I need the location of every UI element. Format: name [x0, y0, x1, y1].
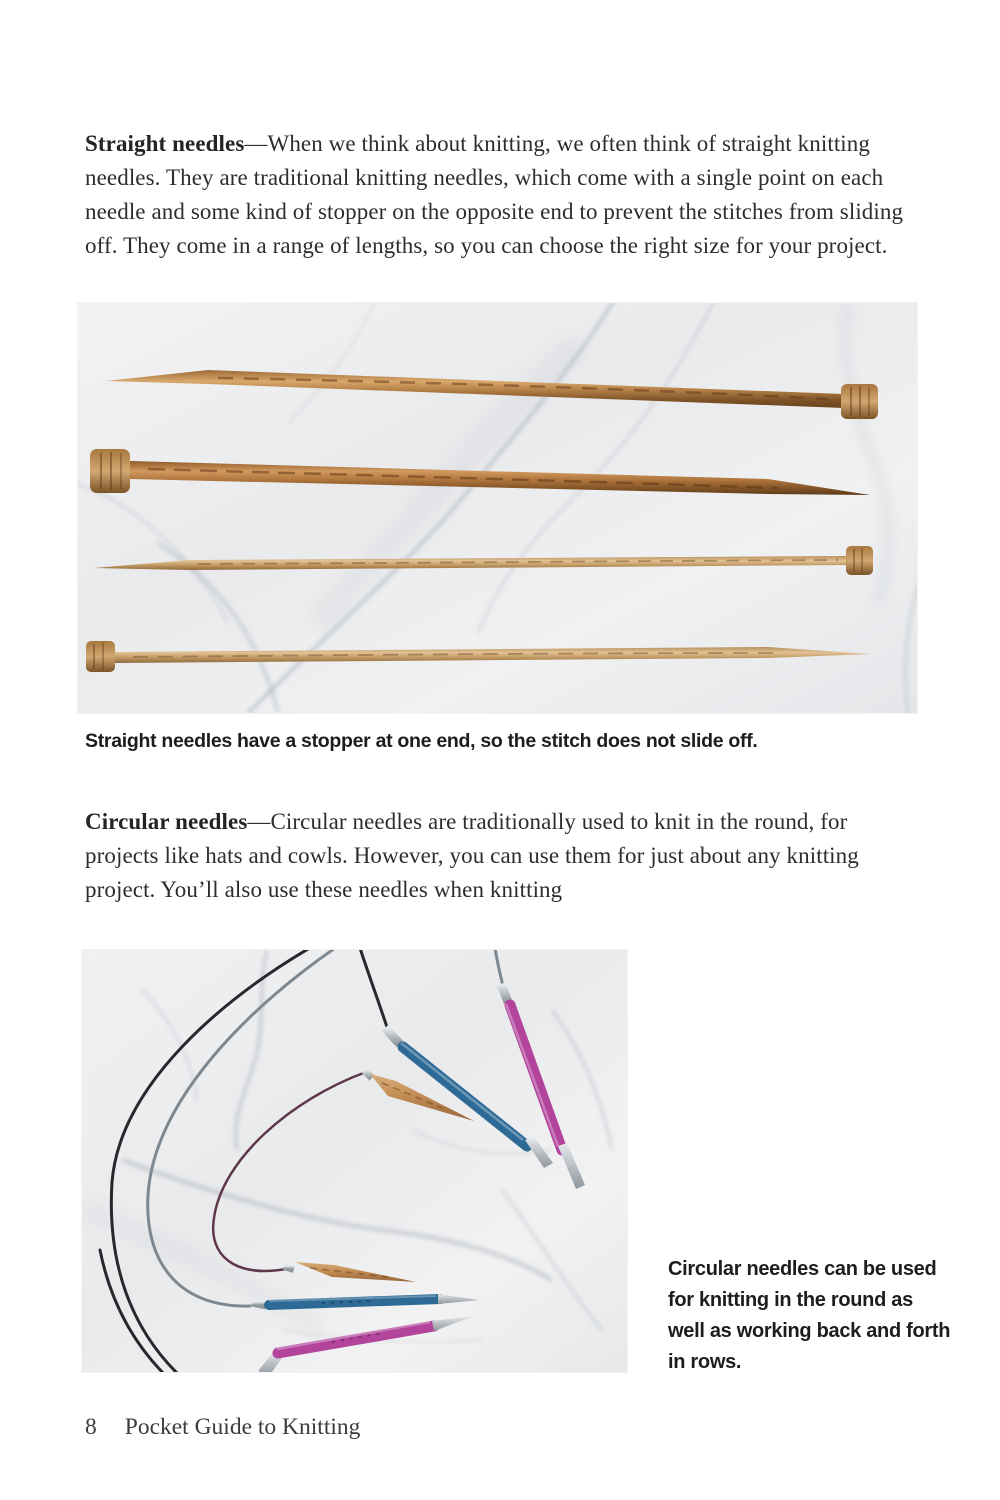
- page-footer: [85, 1414, 360, 1441]
- paragraph-circular-needles: [85, 805, 918, 907]
- caption-line: for knitting in the round as: [668, 1289, 913, 1311]
- page-number: 8: [85, 1414, 97, 1440]
- circular-needles-photo: [82, 950, 627, 1372]
- straight-needles-lead: Straight needles: [85, 131, 245, 156]
- straight-needles-photo: [78, 303, 917, 713]
- caption-line: in rows.: [668, 1351, 742, 1373]
- circular-needles-caption: [668, 1254, 951, 1378]
- book-title: Pocket Guide to Knitting: [124, 1414, 361, 1440]
- circular-needles-text: —Circular needles are traditionally used to knit in the round, for projects like hats and cowls. However, you can use them for just about any knitting project. You’ll also use these needles when knitting: [85, 809, 859, 902]
- straight-needles-illustration: [78, 303, 917, 713]
- straight-needles-text: —When we think about knitting, we often think of straight knitting needles. They are traditional knitting needles, which come with a single point on each needle and some kind of stopper on the opposite end to prevent the stitches from sliding off. They come in a range of lengths, so you can choose the right size for your project.: [85, 131, 904, 258]
- circular-needles-lead: Circular needles: [85, 809, 248, 834]
- caption-line: well as working back and forth: [668, 1320, 951, 1342]
- caption-line: Circular needles can be used: [668, 1258, 937, 1280]
- circular-needles-illustration: [82, 950, 627, 1372]
- paragraph-straight-needles: [85, 127, 918, 263]
- straight-needles-caption: Straight needles have a stopper at one end, so the stitch does not slide off.: [85, 730, 758, 752]
